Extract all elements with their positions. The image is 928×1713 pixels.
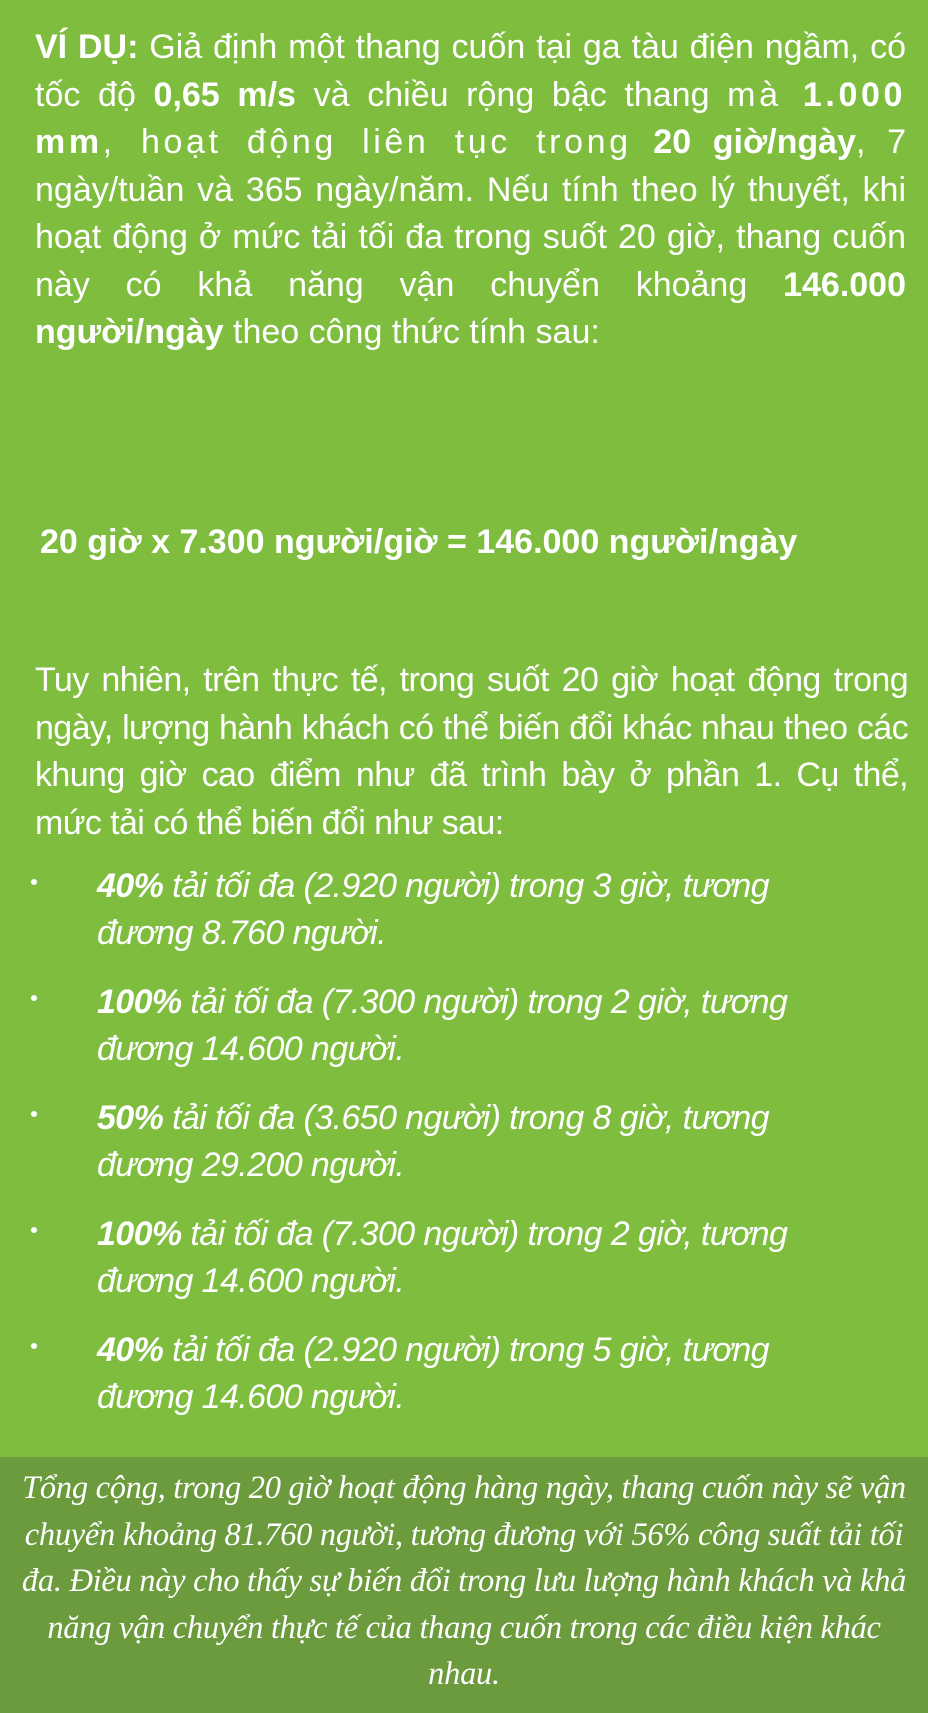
load-line-1: tải tối đa (7.300 người) trong 2 giờ, tương <box>181 1215 788 1253</box>
summary-text: Tổng cộng, trong 20 giờ hoạt động hàng ngày, thang cuốn này sẽ vận chuyển khoảng 81.760 người, tương đương với 56% công suất tải tối đa. Điều này cho thấy sự biến đổi trong lưu lượng hành khách và khả năng vận chuyển thực tế của thang cuốn trong các điều kiện khác nhau. <box>21 1470 907 1692</box>
intro-text-3b: , hoạt động liên tục trong <box>102 123 632 161</box>
load-line-1: tải tối đa (2.920 người) trong 3 giờ, tương <box>163 867 769 905</box>
load-percent: 40% <box>97 1331 164 1369</box>
speed-value: 0,65 m/s <box>153 75 296 114</box>
load-line-2: đương 14.600 người. <box>97 1262 405 1300</box>
bullet-icon <box>31 1227 37 1233</box>
load-percent: 40% <box>97 867 164 905</box>
example-label: VÍ DỤ: <box>35 28 139 66</box>
bullet-icon <box>31 1111 37 1117</box>
intro-text-4: , 7 ngày/tuần và 365 ngày/năm. Nếu tính theo lý thuyết, khi hoạt động ở mức tải tối đa trong suốt 20 giờ, thang cuốn này có khả năng vận chuyển khoảng <box>35 123 906 304</box>
example-intro-paragraph <box>35 24 906 357</box>
list-item-text <box>97 1095 907 1189</box>
list-item-text <box>97 863 907 957</box>
variation-paragraph: Tuy nhiên, trên thực tế, trong suốt 20 giờ hoạt động trong ngày, lượng hành khách có thể biến đổi khác nhau theo các khung giờ cao điểm như đã trình bày ở phần 1. Cụ thể, mức tải có thể biến đổi như sau: <box>35 661 908 842</box>
list-item <box>0 1327 928 1443</box>
list-item <box>0 1211 928 1327</box>
list-item <box>0 863 928 979</box>
load-line-2: đương 29.200 người. <box>97 1146 405 1184</box>
load-line-2: đương 14.600 người. <box>97 1030 405 1068</box>
intro-text-5: theo công thức tính sau: <box>223 313 600 351</box>
load-list <box>0 863 928 1443</box>
list-item-text <box>97 1211 907 1305</box>
hours-value: 20 giờ/ngày <box>653 123 856 161</box>
list-item-text <box>97 979 907 1073</box>
width-value: 1.000 mm <box>35 75 906 161</box>
load-line-2: đương 14.600 người. <box>97 1378 405 1416</box>
list-item <box>0 1095 928 1211</box>
load-line-1: tải tối đa (7.300 người) trong 2 giờ, tương <box>181 983 788 1021</box>
bullet-icon <box>31 995 37 1001</box>
summary-box <box>0 1457 928 1713</box>
load-line-1: tải tối đa (2.920 người) trong 5 giờ, tương <box>163 1331 769 1369</box>
list-item <box>0 979 928 1095</box>
load-percent: 50% <box>97 1099 164 1137</box>
list-item-text <box>97 1327 907 1421</box>
capacity-value: 146.000 người/ngày <box>35 265 906 351</box>
load-percent: 100% <box>97 983 182 1021</box>
capacity-formula: 20 giờ x 7.300 người/giờ = 146.000 người/ngày <box>40 523 798 561</box>
bullet-icon <box>31 879 37 885</box>
intro-text-2: và chiều rộng bậc thang <box>295 75 728 114</box>
intro-text-3a: mà <box>727 75 803 114</box>
intro-text-1: Giả định một thang cuốn tại ga tàu điện ngầm, có tốc độ <box>35 28 906 114</box>
load-line-1: tải tối đa (3.650 người) trong 8 giờ, tương <box>163 1099 769 1137</box>
load-percent: 100% <box>97 1215 182 1253</box>
load-line-2: đương 8.760 người. <box>97 914 386 952</box>
bullet-icon <box>31 1343 37 1349</box>
